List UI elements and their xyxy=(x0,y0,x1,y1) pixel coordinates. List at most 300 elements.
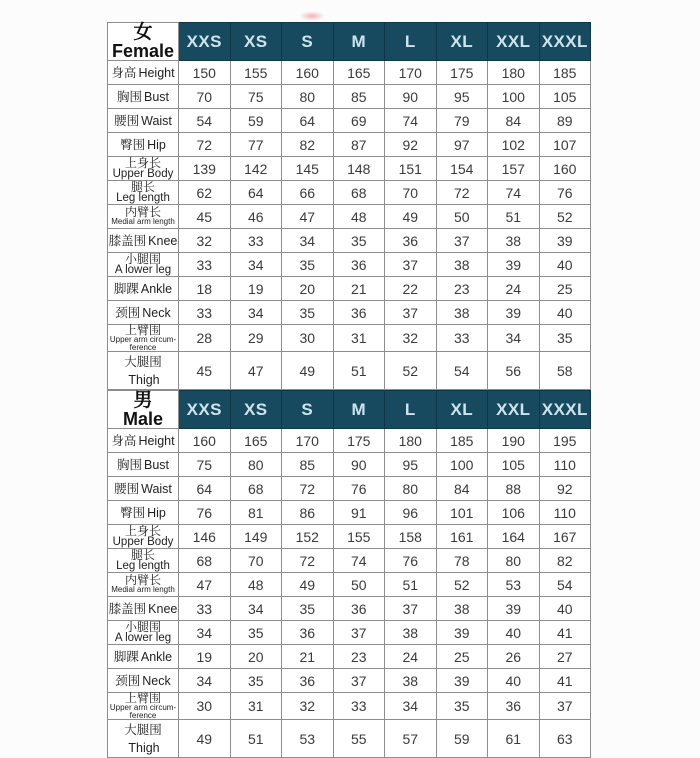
size-value-cell: 85 xyxy=(282,453,334,477)
size-value-cell: 53 xyxy=(488,573,540,597)
size-value-cell: 49 xyxy=(282,573,334,597)
row-label-cn: 臀围 xyxy=(120,138,146,152)
size-value-cell: 47 xyxy=(179,573,231,597)
size-value-cell: 34 xyxy=(230,253,282,277)
size-value-cell: 20 xyxy=(230,645,282,669)
size-value-cell: 190 xyxy=(488,429,540,453)
size-value-cell: 46 xyxy=(230,205,282,229)
size-value-cell: 45 xyxy=(179,205,231,229)
size-value-cell: 33 xyxy=(230,229,282,253)
size-value-cell: 40 xyxy=(539,597,591,621)
size-value-cell: 78 xyxy=(436,549,488,573)
row-label xyxy=(108,720,179,758)
size-value-cell: 32 xyxy=(282,693,334,720)
size-value-cell: 38 xyxy=(385,621,437,645)
size-value-cell: 72 xyxy=(436,181,488,205)
size-value-cell: 34 xyxy=(230,301,282,325)
row-label xyxy=(108,325,179,352)
size-value-cell: 25 xyxy=(436,645,488,669)
row-label xyxy=(108,477,179,501)
size-value-cell: 170 xyxy=(282,429,334,453)
size-value-cell: 50 xyxy=(436,205,488,229)
size-column-header: S xyxy=(282,391,334,429)
row-label-en: Thigh xyxy=(128,373,160,387)
row-label-cn: 颈围 xyxy=(115,674,141,688)
row-label-en: Upper arm circum- ference xyxy=(109,335,177,352)
row-label-en: Bust xyxy=(144,90,170,104)
row-label-cn: 大腿围 xyxy=(124,723,162,737)
row-label-en: Neck xyxy=(142,674,171,688)
size-value-cell: 37 xyxy=(385,253,437,277)
size-value-cell: 35 xyxy=(282,301,334,325)
size-value-cell: 38 xyxy=(436,597,488,621)
size-value-cell: 151 xyxy=(385,157,437,181)
size-value-cell: 18 xyxy=(179,277,231,301)
measurement-row xyxy=(108,229,591,253)
size-value-cell: 76 xyxy=(385,549,437,573)
size-value-cell: 154 xyxy=(436,157,488,181)
size-value-cell: 72 xyxy=(282,477,334,501)
size-value-cell: 72 xyxy=(282,549,334,573)
size-value-cell: 33 xyxy=(179,253,231,277)
size-value-cell: 80 xyxy=(230,453,282,477)
row-label-cn: 上身长 xyxy=(124,156,161,170)
size-value-cell: 80 xyxy=(488,549,540,573)
section-title-cell xyxy=(108,391,179,429)
size-value-cell: 57 xyxy=(385,720,437,758)
size-value-cell: 70 xyxy=(179,85,231,109)
row-label-cn: 内臂长 xyxy=(124,205,161,220)
size-value-cell: 27 xyxy=(539,645,591,669)
size-header-row xyxy=(108,23,591,61)
size-value-cell: 33 xyxy=(179,597,231,621)
size-value-cell: 34 xyxy=(385,693,437,720)
size-value-cell: 152 xyxy=(282,525,334,549)
size-value-cell: 39 xyxy=(539,229,591,253)
row-label xyxy=(108,109,179,133)
size-value-cell: 101 xyxy=(436,501,488,525)
size-value-cell: 52 xyxy=(436,573,488,597)
row-label-en: Waist xyxy=(141,114,172,128)
size-value-cell: 70 xyxy=(230,549,282,573)
size-value-cell: 142 xyxy=(230,157,282,181)
size-value-cell: 28 xyxy=(179,325,231,352)
measurement-row xyxy=(108,573,591,597)
size-value-cell: 148 xyxy=(333,157,385,181)
size-value-cell: 37 xyxy=(385,597,437,621)
size-value-cell: 185 xyxy=(539,61,591,85)
row-label-cn: 颈围 xyxy=(115,306,141,320)
size-value-cell: 35 xyxy=(230,621,282,645)
size-column-header: XXL xyxy=(488,23,540,61)
size-header-row xyxy=(108,391,591,429)
size-value-cell: 37 xyxy=(436,229,488,253)
size-value-cell: 58 xyxy=(539,352,591,390)
size-value-cell: 51 xyxy=(333,352,385,390)
measurement-row xyxy=(108,621,591,645)
size-value-cell: 36 xyxy=(333,597,385,621)
size-value-cell: 37 xyxy=(333,621,385,645)
size-value-cell: 88 xyxy=(488,477,540,501)
size-value-cell: 24 xyxy=(488,277,540,301)
size-value-cell: 92 xyxy=(539,477,591,501)
size-value-cell: 50 xyxy=(333,573,385,597)
row-label-en: Thigh xyxy=(128,741,160,755)
size-value-cell: 170 xyxy=(385,61,437,85)
size-value-cell: 175 xyxy=(333,429,385,453)
row-label xyxy=(108,352,179,390)
size-value-cell: 160 xyxy=(539,157,591,181)
size-value-cell: 107 xyxy=(539,133,591,157)
size-value-cell: 23 xyxy=(436,277,488,301)
row-label xyxy=(108,573,179,597)
size-value-cell: 40 xyxy=(488,621,540,645)
size-value-cell: 64 xyxy=(282,109,334,133)
size-chart xyxy=(107,22,591,758)
row-label xyxy=(108,229,179,253)
size-value-cell: 32 xyxy=(179,229,231,253)
size-value-cell: 36 xyxy=(333,301,385,325)
size-column-header: XXXL xyxy=(539,23,591,61)
size-value-cell: 77 xyxy=(230,133,282,157)
size-value-cell: 19 xyxy=(179,645,231,669)
size-value-cell: 80 xyxy=(385,477,437,501)
size-value-cell: 34 xyxy=(488,325,540,352)
size-value-cell: 161 xyxy=(436,525,488,549)
size-value-cell: 90 xyxy=(385,85,437,109)
female-size-table xyxy=(107,22,591,390)
size-value-cell: 110 xyxy=(539,501,591,525)
size-value-cell: 31 xyxy=(333,325,385,352)
row-label xyxy=(108,597,179,621)
size-value-cell: 33 xyxy=(333,693,385,720)
size-value-cell: 35 xyxy=(539,325,591,352)
row-label xyxy=(108,669,179,693)
size-value-cell: 35 xyxy=(436,693,488,720)
row-label xyxy=(108,525,179,549)
size-value-cell: 52 xyxy=(385,352,437,390)
size-column-header: XXS xyxy=(179,23,231,61)
measurement-row xyxy=(108,429,591,453)
size-value-cell: 95 xyxy=(436,85,488,109)
size-column-header: L xyxy=(385,23,437,61)
size-column-header: XS xyxy=(230,391,282,429)
row-label-en: Waist xyxy=(141,482,172,496)
row-label-cn: 腿长 xyxy=(130,180,155,194)
size-value-cell: 102 xyxy=(488,133,540,157)
size-value-cell: 74 xyxy=(385,109,437,133)
row-label-en: Knee xyxy=(148,602,178,616)
row-label-cn: 内臂长 xyxy=(124,573,161,588)
size-value-cell: 155 xyxy=(230,61,282,85)
size-value-cell: 30 xyxy=(282,325,334,352)
row-label xyxy=(108,645,179,669)
size-value-cell: 110 xyxy=(539,453,591,477)
row-label-en: Height xyxy=(138,434,175,448)
size-value-cell: 180 xyxy=(488,61,540,85)
size-value-cell: 69 xyxy=(333,109,385,133)
row-label-en: Medial arm length xyxy=(111,585,175,595)
size-value-cell: 150 xyxy=(179,61,231,85)
row-label-en: Upper Body xyxy=(112,536,174,548)
size-value-cell: 39 xyxy=(436,669,488,693)
size-value-cell: 36 xyxy=(333,253,385,277)
size-value-cell: 38 xyxy=(488,229,540,253)
measurement-row xyxy=(108,453,591,477)
size-value-cell: 54 xyxy=(539,573,591,597)
row-label-en: Upper arm circum- ference xyxy=(109,703,177,720)
size-value-cell: 26 xyxy=(488,645,540,669)
row-label-cn: 臀围 xyxy=(120,506,146,520)
measurement-row xyxy=(108,549,591,573)
row-label-en: Leg length xyxy=(116,192,170,204)
size-value-cell: 80 xyxy=(282,85,334,109)
size-value-cell: 89 xyxy=(539,109,591,133)
size-value-cell: 76 xyxy=(179,501,231,525)
size-value-cell: 164 xyxy=(488,525,540,549)
size-value-cell: 40 xyxy=(539,253,591,277)
size-value-cell: 23 xyxy=(333,645,385,669)
size-value-cell: 48 xyxy=(333,205,385,229)
size-value-cell: 91 xyxy=(333,501,385,525)
size-column-header: XL xyxy=(436,391,488,429)
row-label-en: Upper Body xyxy=(112,168,174,180)
size-value-cell: 105 xyxy=(539,85,591,109)
row-label-en: Medial arm length xyxy=(111,217,175,227)
size-value-cell: 40 xyxy=(488,669,540,693)
row-label-cn: 身高 xyxy=(111,66,137,80)
row-label-en: Bust xyxy=(144,458,170,472)
size-value-cell: 33 xyxy=(179,301,231,325)
size-value-cell: 87 xyxy=(333,133,385,157)
size-value-cell: 51 xyxy=(385,573,437,597)
size-value-cell: 82 xyxy=(539,549,591,573)
size-value-cell: 37 xyxy=(333,669,385,693)
size-value-cell: 53 xyxy=(282,720,334,758)
size-value-cell: 35 xyxy=(282,253,334,277)
size-value-cell: 36 xyxy=(488,693,540,720)
size-value-cell: 92 xyxy=(385,133,437,157)
size-value-cell: 165 xyxy=(333,61,385,85)
size-value-cell: 70 xyxy=(385,181,437,205)
size-value-cell: 38 xyxy=(436,301,488,325)
measurement-row xyxy=(108,325,591,352)
row-label-cn: 腰围 xyxy=(114,114,140,128)
size-value-cell: 30 xyxy=(179,693,231,720)
size-value-cell: 39 xyxy=(436,621,488,645)
row-label-cn: 上臂围 xyxy=(124,691,161,705)
row-label-cn: 上臂围 xyxy=(124,323,161,337)
red-smudge-artifact xyxy=(299,11,325,21)
size-value-cell: 54 xyxy=(179,109,231,133)
row-label xyxy=(108,501,179,525)
size-value-cell: 146 xyxy=(179,525,231,549)
measurement-row xyxy=(108,501,591,525)
size-value-cell: 20 xyxy=(282,277,334,301)
size-value-cell: 100 xyxy=(488,85,540,109)
size-value-cell: 36 xyxy=(385,229,437,253)
size-value-cell: 31 xyxy=(230,693,282,720)
size-value-cell: 36 xyxy=(282,621,334,645)
row-label-cn: 胸围 xyxy=(116,90,142,104)
size-column-header: M xyxy=(333,23,385,61)
measurement-row xyxy=(108,301,591,325)
row-label xyxy=(108,253,179,277)
row-label xyxy=(108,301,179,325)
measurement-row xyxy=(108,693,591,720)
row-label xyxy=(108,429,179,453)
size-value-cell: 165 xyxy=(230,429,282,453)
row-label xyxy=(108,181,179,205)
size-value-cell: 19 xyxy=(230,277,282,301)
size-value-cell: 97 xyxy=(436,133,488,157)
size-value-cell: 90 xyxy=(333,453,385,477)
row-label-en: A lower leg xyxy=(114,264,172,276)
row-label xyxy=(108,277,179,301)
size-value-cell: 29 xyxy=(230,325,282,352)
size-value-cell: 66 xyxy=(282,181,334,205)
size-value-cell: 48 xyxy=(230,573,282,597)
row-label-cn: 胸围 xyxy=(116,458,142,472)
size-value-cell: 47 xyxy=(282,205,334,229)
size-value-cell: 40 xyxy=(539,301,591,325)
row-label-en: Knee xyxy=(148,234,178,248)
size-value-cell: 55 xyxy=(333,720,385,758)
size-value-cell: 180 xyxy=(385,429,437,453)
size-value-cell: 22 xyxy=(385,277,437,301)
size-value-cell: 105 xyxy=(488,453,540,477)
size-value-cell: 34 xyxy=(230,597,282,621)
size-value-cell: 74 xyxy=(333,549,385,573)
row-label-en: Hip xyxy=(147,506,166,520)
size-value-cell: 63 xyxy=(539,720,591,758)
row-label xyxy=(108,693,179,720)
measurement-row xyxy=(108,133,591,157)
row-label-cn: 小腿围 xyxy=(124,620,161,634)
row-label xyxy=(108,549,179,573)
row-label-cn: 膝盖围 xyxy=(108,602,147,616)
size-value-cell: 76 xyxy=(539,181,591,205)
size-value-cell: 34 xyxy=(282,229,334,253)
size-column-header: XL xyxy=(436,23,488,61)
size-value-cell: 37 xyxy=(539,693,591,720)
measurement-row xyxy=(108,277,591,301)
size-value-cell: 64 xyxy=(179,477,231,501)
measurement-row xyxy=(108,720,591,758)
size-value-cell: 52 xyxy=(539,205,591,229)
size-value-cell: 195 xyxy=(539,429,591,453)
measurement-row xyxy=(108,645,591,669)
size-value-cell: 49 xyxy=(385,205,437,229)
size-value-cell: 21 xyxy=(333,277,385,301)
size-value-cell: 41 xyxy=(539,621,591,645)
size-value-cell: 47 xyxy=(230,352,282,390)
row-label xyxy=(108,453,179,477)
size-column-header: S xyxy=(282,23,334,61)
size-value-cell: 68 xyxy=(333,181,385,205)
row-label-cn: 身高 xyxy=(111,434,137,448)
size-column-header: XXL xyxy=(488,391,540,429)
size-value-cell: 35 xyxy=(230,669,282,693)
size-value-cell: 68 xyxy=(230,477,282,501)
size-value-cell: 49 xyxy=(179,720,231,758)
section-title-cn: 女 xyxy=(133,22,153,43)
size-column-header: XS xyxy=(230,23,282,61)
male-size-table xyxy=(107,390,591,758)
size-value-cell: 38 xyxy=(385,669,437,693)
size-value-cell: 167 xyxy=(539,525,591,549)
size-value-cell: 36 xyxy=(282,669,334,693)
row-label-cn: 上身长 xyxy=(124,524,161,538)
size-value-cell: 96 xyxy=(385,501,437,525)
size-value-cell: 64 xyxy=(230,181,282,205)
row-label-cn: 腰围 xyxy=(114,482,140,496)
size-value-cell: 74 xyxy=(488,181,540,205)
size-value-cell: 35 xyxy=(333,229,385,253)
size-value-cell: 24 xyxy=(385,645,437,669)
size-value-cell: 61 xyxy=(488,720,540,758)
measurement-row xyxy=(108,157,591,181)
size-value-cell: 84 xyxy=(436,477,488,501)
size-value-cell: 86 xyxy=(282,501,334,525)
size-value-cell: 75 xyxy=(230,85,282,109)
size-value-cell: 68 xyxy=(179,549,231,573)
size-value-cell: 155 xyxy=(333,525,385,549)
size-value-cell: 160 xyxy=(179,429,231,453)
size-value-cell: 158 xyxy=(385,525,437,549)
row-label-en: Ankle xyxy=(140,282,173,296)
measurement-row xyxy=(108,181,591,205)
measurement-row xyxy=(108,597,591,621)
size-value-cell: 106 xyxy=(488,501,540,525)
measurement-row xyxy=(108,253,591,277)
size-value-cell: 75 xyxy=(179,453,231,477)
size-column-header: XXXL xyxy=(539,391,591,429)
size-value-cell: 100 xyxy=(436,453,488,477)
size-value-cell: 160 xyxy=(282,61,334,85)
size-value-cell: 25 xyxy=(539,277,591,301)
size-value-cell: 72 xyxy=(179,133,231,157)
section-title-cn: 男 xyxy=(133,390,153,411)
row-label xyxy=(108,61,179,85)
measurement-row xyxy=(108,477,591,501)
row-label-en: Hip xyxy=(147,138,166,152)
size-value-cell: 32 xyxy=(385,325,437,352)
measurement-row xyxy=(108,669,591,693)
size-value-cell: 62 xyxy=(179,181,231,205)
size-column-header: XXS xyxy=(179,391,231,429)
measurement-row xyxy=(108,109,591,133)
size-value-cell: 49 xyxy=(282,352,334,390)
section-title-cell xyxy=(108,23,179,61)
size-value-cell: 59 xyxy=(436,720,488,758)
size-value-cell: 84 xyxy=(488,109,540,133)
size-value-cell: 39 xyxy=(488,253,540,277)
row-label-en: Neck xyxy=(142,306,171,320)
row-label-en: A lower leg xyxy=(114,632,172,644)
size-value-cell: 34 xyxy=(179,621,231,645)
size-value-cell: 145 xyxy=(282,157,334,181)
size-value-cell: 76 xyxy=(333,477,385,501)
size-value-cell: 33 xyxy=(436,325,488,352)
row-label xyxy=(108,133,179,157)
row-label xyxy=(108,157,179,181)
row-label-en: Leg length xyxy=(116,560,170,572)
size-value-cell: 38 xyxy=(436,253,488,277)
size-column-header: L xyxy=(385,391,437,429)
size-value-cell: 95 xyxy=(385,453,437,477)
row-label-cn: 脚踝 xyxy=(113,282,139,296)
